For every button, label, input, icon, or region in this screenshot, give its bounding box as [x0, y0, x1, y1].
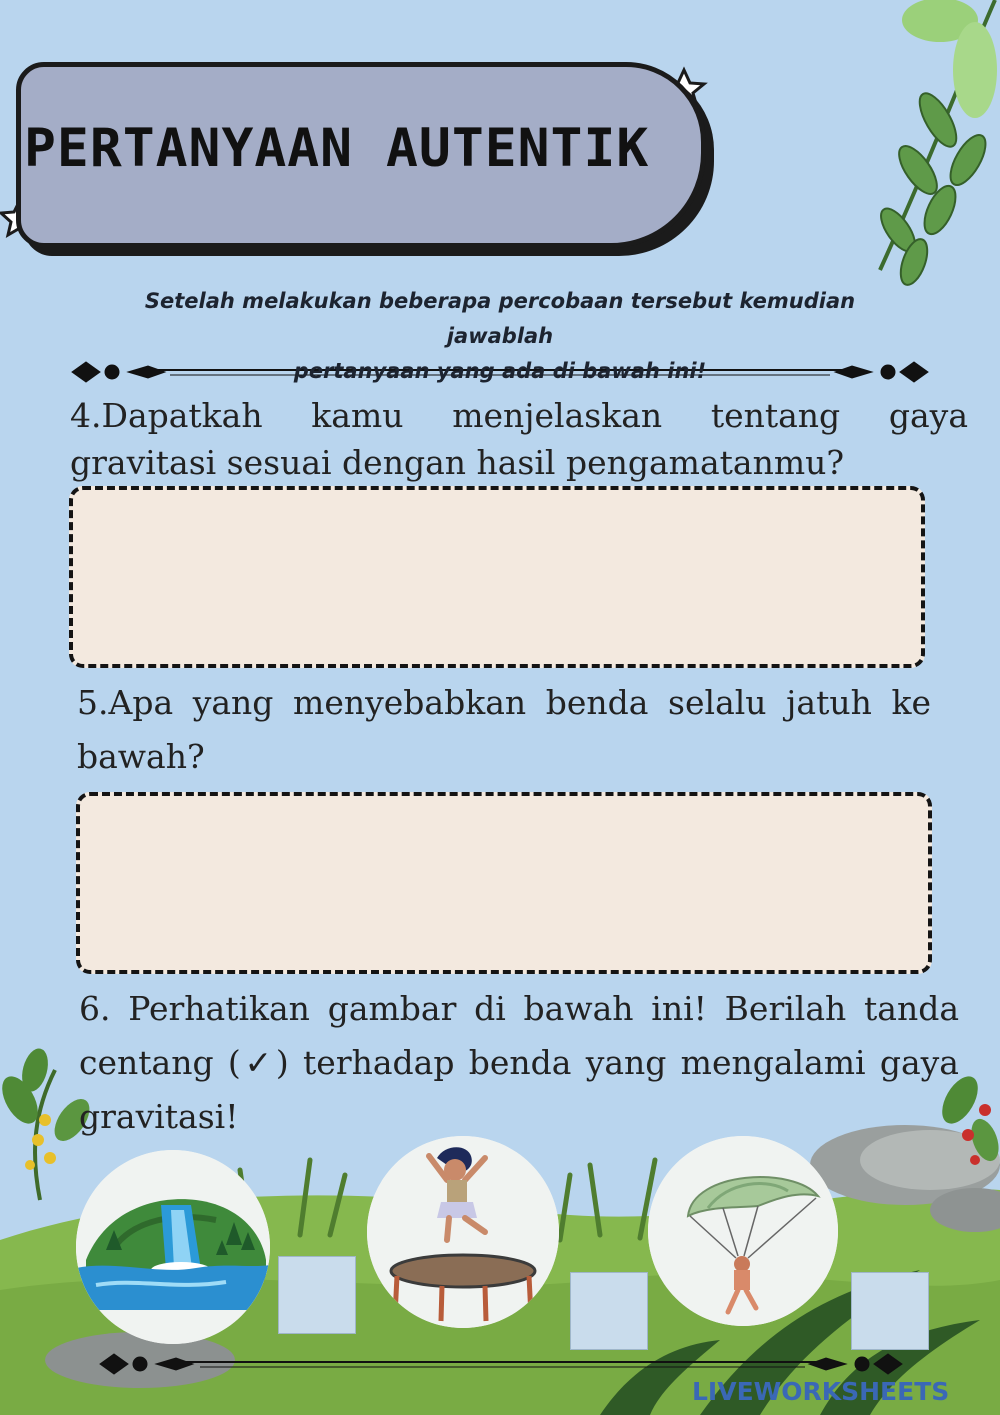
check-box-waterfall[interactable] [278, 1256, 356, 1334]
check-box-trampoline[interactable] [570, 1272, 648, 1350]
trampoline-girl-image [367, 1136, 559, 1328]
check-box-parachute[interactable] [851, 1272, 929, 1350]
parachute-image [648, 1136, 838, 1326]
liveworksheets-watermark: LIVEWORKSHEETS [692, 1377, 950, 1406]
instruction-text [90, 284, 910, 389]
page-title: PERTANYAAN AUTENTIK [24, 118, 650, 179]
question-4: 4.Dapatkah kamu menjelaskan tentang gaya gravitasi sesuai dengan hasil pengamatanmu? [70, 396, 968, 482]
answer-box-5[interactable] [76, 792, 932, 974]
vine-decoration [875, 0, 997, 288]
instruction-line-2: pertanyaan yang ada di bawah ini! [293, 359, 707, 383]
waterfall-image [76, 1150, 270, 1344]
answer-box-4[interactable] [69, 486, 925, 668]
question-5: 5.Apa yang menyebabkan benda selalu jatuh ke bawah? [77, 683, 931, 776]
instruction-line-1: Setelah melakukan beberapa percobaan tersebut kemudian jawablah [144, 289, 856, 348]
question-6: 6. Perhatikan gambar di bawah ini! Berilah tanda centang (✓) terhadap benda yang mengalami gaya gravitasi! [79, 989, 959, 1136]
